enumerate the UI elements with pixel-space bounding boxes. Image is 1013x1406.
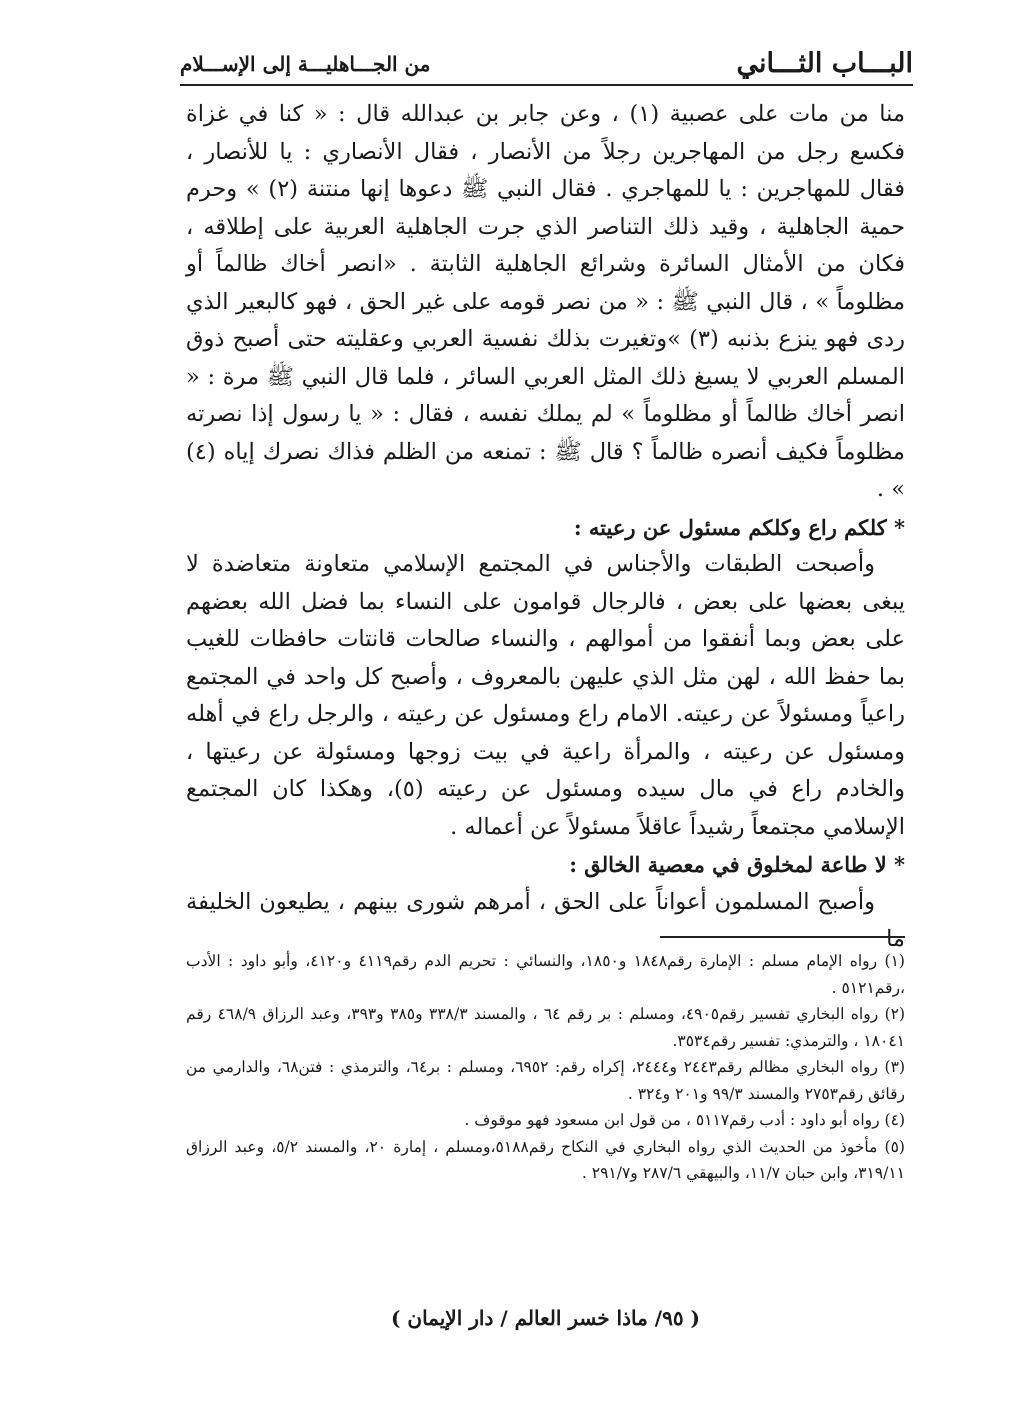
footnote-divider — [660, 936, 905, 938]
running-header — [180, 40, 913, 86]
paragraph-1: منا من مات على عصبية (١) ، وعن جابر بن عبدالله قال : « كنا في غزاة فكسع رجل من المهاجرين رجلاً من الأنصار ، فقال الأنصاري : يا للأنصار ، فقال للمهاجرين : يا للمهاجري . فقال النبي ﷺ دعوها إنها منتنة (٢) » وحرم حمية الجاهلية ، وقيد ذلك التناصر الذي جرت الجاهلية العربية على إطلاقه ، فكان من الأمثال السائرة وشرائع الجاهلية الثابتة . «انصر أخاك ظالماً أو مظلوماً » ، قال النبي ﷺ : « من نصر قومه على غير الحق ، فهو كالبعير الذي ردى فهو ينزع بذنبه (٣) »وتغيرت بذلك نفسية العربي وعقليته حتى أصبح ذوق المسلم العربي لا يسيغ ذلك المثل العربي السائر ، فلما قال النبي ﷺ مرة : « انصر أخاك ظالماً أو مظلوماً » لم يملك نفسه ، فقال : « يا رسول إذا نصرته مظلوماً فكيف أنصره ظالماً ؟ قال ﷺ : تمنعه من الظلم فذاك نصرك إياه (٤) » . — [186, 101, 906, 502]
page-footer: ( ٩٥/ ماذا خسر العالم / دار الإيمان ) — [390, 1306, 701, 1330]
book-title: من الجـــاهليـــة إلى الإســـلام — [180, 52, 431, 76]
footnote-3: (٣) رواه البخاري مظالم رقم٢٤٤٣ و٢٤٤٤، إكراه رقم: ٦٩٥٢، ومسلم : بر٦٤، والترمذي : فتن٦٨، والدارمي من رقائق رقم٢٧٥٣ والمسند ٩٩/٣ و٢٠١ و٣٢٤ . — [186, 1058, 905, 1103]
main-text — [186, 96, 905, 959]
footnote-2: (٢) رواه البخاري تفسير رقم٤٩٠٥، ومسلم : بر رقم ٦٤ ، والمسند ٣٣٨/٣ و٣٨٥ و٣٩٣، وعبد الرزاق ٤٦٨/٩ رقم ١٨٠٤١ ، والترمذي: تفسير رقم٣٥٣٤. — [186, 1005, 906, 1050]
footnotes — [186, 948, 905, 1187]
section-heading-2: * لا طاعة لمخلوق في معصية الخالق : — [569, 852, 905, 877]
paragraph-3: وأصبح المسلمون أعواناً على الحق ، أمرهم شورى بينهم ، يطيعون الخليفة ما — [186, 888, 905, 952]
chapter-title: البـــاب الثـــاني — [736, 48, 913, 79]
paragraph-2: وأصبحت الطبقات والأجناس في المجتمع الإسلامي متعاونة متعاضدة لا يبغى بعضها على بعض ، فالرجال قوامون على النساء بما فضل الله بعضهم على بعض وبما أنفقوا من أموالهم ، والنساء صالحات قانتات حافظات للغيب بما حفظ الله ، لهن مثل الذي عليهن بالمعروف ، وأصبح كل واحد في المجتمع راعياً ومسئولاً عن رعيته. الامام راع ومسئول عن رعيته ، والرجل راع في أهله ومسئول عن رعيته ، والمرأة راعية في بيت زوجها ومسئولة عن رعيتها ، والخادم راع في مال سيده ومسئول عن رعيته (٥)، وهكذا كان المجتمع الإسلامي مجتمعاً رشيداً عاقلاً مسئولاً عن أعماله . — [186, 551, 905, 840]
footnote-5: (٥) مأخوذ من الحديث الذي رواه البخاري في النكاح رقم٥١٨٨،ومسلم ، إمارة ٢٠، والمسند ٥/٢، وعبد الرزاق ٣١٩/١١، وابن حبان ١١/٧، والبيهقي ٢٨٧/٦ و٢٩١/٧ . — [186, 1137, 905, 1182]
footnote-1: (١) رواه الإمام مسلم : الإمارة رقم١٨٤٨ و١٨٥٠، والنسائي : تحريم الدم رقم٤١١٩ و٤١٢٠، وأبو داود : الأدب ،رقم٥١٢١ . — [186, 952, 905, 997]
footnote-4: (٤) رواه أبو داود : أدب رقم٥١١٧ ، من قول ابن مسعود فهو موقوف . — [464, 1111, 905, 1129]
section-heading-1: * كلكم راع وكلكم مسئول عن رعيته : — [573, 514, 905, 540]
